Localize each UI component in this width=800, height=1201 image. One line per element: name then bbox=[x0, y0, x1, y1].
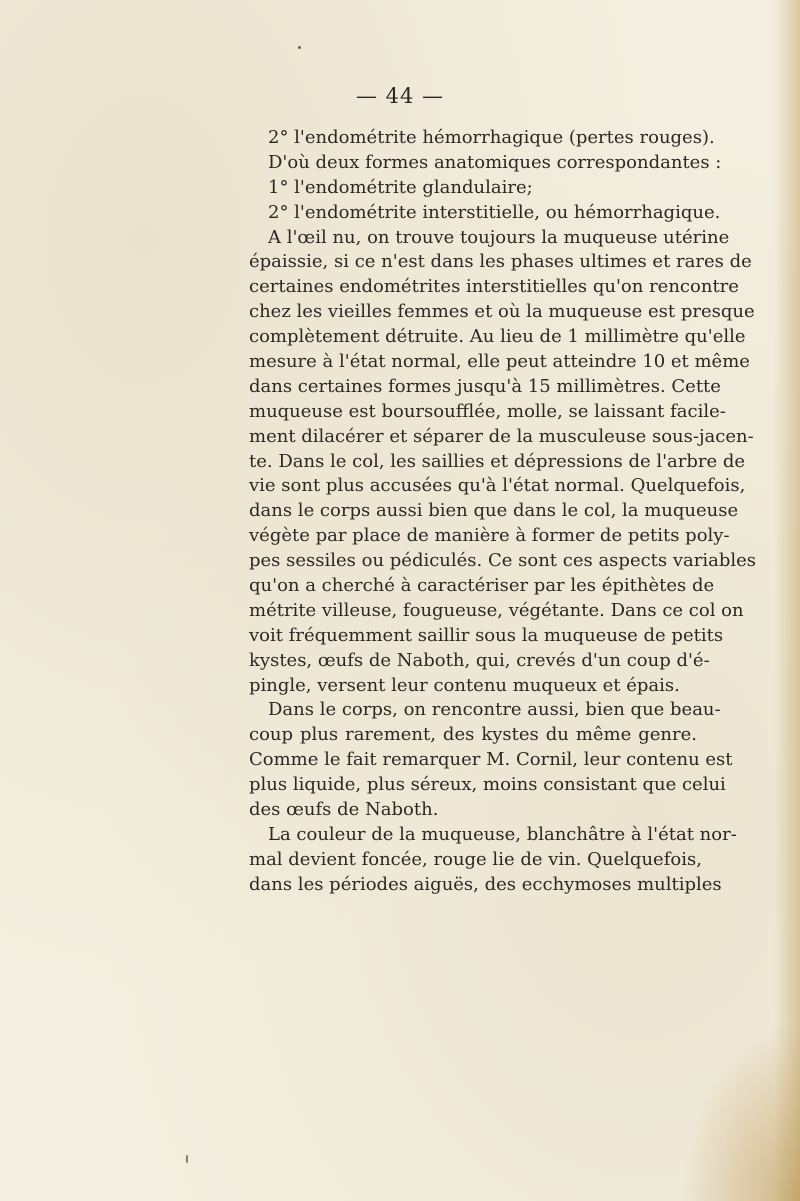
text-line: mal devient foncée, rouge lie de vin. Quelquefois, bbox=[249, 848, 702, 870]
text-line: La couleur de la muqueuse, blanchâtre à l'état nor- bbox=[268, 823, 737, 845]
text-line: voit fréquemment saillir sous la muqueuse de petits bbox=[249, 624, 724, 646]
text-line: pes sessiles ou pédiculés. Ce sont ces aspects variables bbox=[249, 550, 757, 572]
page-corner-stain bbox=[680, 1021, 800, 1201]
text-line: ment dilacérer et séparer de la musculeuse sous-jacen- bbox=[249, 425, 754, 447]
text-line: Comme le fait remarquer M. Cornil, leur contenu est bbox=[249, 749, 733, 771]
text-line: te. Dans le col, les saillies et dépressions de l'arbre de bbox=[249, 450, 746, 472]
text-line: 2° l'endométrite hémorrhagique (pertes rouges). bbox=[268, 127, 715, 148]
text-line: complètement détruite. Au lieu de 1 millimètre qu'elle bbox=[249, 326, 746, 348]
text-line: 1° l'endométrite glandulaire; bbox=[268, 176, 533, 198]
text-line: certaines endométrites interstitielles qu'on rencontre bbox=[249, 276, 739, 298]
text-line: D'où deux formes anatomiques correspondantes : bbox=[268, 151, 722, 173]
body-text bbox=[249, 126, 757, 898]
text-line: chez les vieilles femmes et où la muqueuse est presque bbox=[249, 301, 755, 323]
text-line: vie sont plus accusées qu'à l'état normal. Quelquefois, bbox=[249, 475, 746, 497]
text-line: végète par place de manière à former de petits poly- bbox=[249, 525, 730, 547]
text-line: dans le corps aussi bien que dans le col, la muqueuse bbox=[249, 500, 739, 522]
text-line: 2° l'endométrite interstitielle, ou hémorrhagique. bbox=[268, 201, 721, 223]
text-line: mesure à l'état normal, elle peut atteindre 10 et même bbox=[249, 351, 750, 373]
page-number: — 44 — bbox=[355, 84, 445, 108]
text-line: kystes, œufs de Naboth, qui, crevés d'un coup d'é- bbox=[249, 649, 710, 671]
text-line: muqueuse est boursoufflée, molle, se laissant facile- bbox=[249, 400, 726, 422]
text-line: coup plus rarement, des kystes du même genre. bbox=[249, 724, 697, 746]
text-line: plus liquide, plus séreux, moins consistant que celui bbox=[249, 774, 726, 796]
text-line: épaissie, si ce n'est dans les phases ultimes et rares de bbox=[249, 251, 752, 273]
text-line: Dans le corps, on rencontre aussi, bien que beau- bbox=[268, 699, 721, 721]
paper-speck bbox=[298, 46, 301, 49]
paper-speck bbox=[186, 1155, 188, 1163]
text-line: métrite villeuse, fougueuse, végétante. Dans ce col on bbox=[249, 599, 744, 621]
text-line: qu'on a cherché à caractériser par les épithètes de bbox=[249, 575, 715, 597]
text-line: des œufs de Naboth. bbox=[249, 799, 439, 821]
text-line: A l'œil nu, on trouve toujours la muqueuse utérine bbox=[268, 226, 730, 248]
text-line: pingle, versent leur contenu muqueux et épais. bbox=[249, 674, 680, 696]
text-line: dans les périodes aiguës, des ecchymoses multiples bbox=[249, 873, 722, 895]
text-line: dans certaines formes jusqu'à 15 millimètres. Cette bbox=[249, 375, 721, 397]
